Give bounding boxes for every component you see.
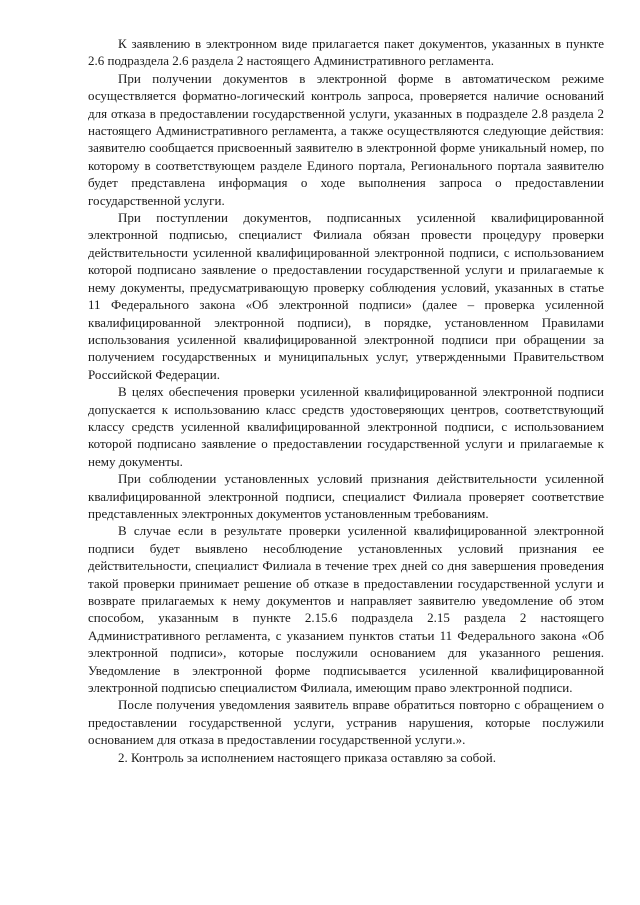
document-page: [88, 35, 604, 766]
paragraph-certification-class: В целях обеспечения проверки усиленной квалифицированной электронной подписи допускается к использованию класс средств удостоверяющих центров, соответствующий классу средств усиленной квалифицированной электронной подписи, с использованием которой подписано заявление о предоставлении государственной услуги и прилагаемые к нему документы.: [88, 384, 604, 469]
paragraph-reapplication: После получения уведомления заявитель вправе обратиться повторно с обращением о предоставлении государственной услуги, устранив нарушения, которые послужили основанием для отказа в предоставлении государственной услуги.».: [88, 697, 604, 748]
paragraph-conformity-check: При соблюдении установленных условий признания действительности усиленной квалифицированной электронной подписи, специалист Филиала проверяет соответствие представленных электронных документов установленным требованиям.: [88, 471, 604, 521]
paragraph-format-control: При получении документов в электронной форме в автоматическом режиме осуществляется форматно-логический контроль запроса, проверяется наличие оснований для отказа в предоставлении государственной услуги, указанных в подразделе 2.8 раздела 2 настоящего Административного регламента, а также осуществляются следующие действия: заявителю сообщается присвоенный заявителю в электронной форме уникальный номер, по которому в соответствующем разделе Единого портала, Регионального портала заявителю будет представлена информация о ходе выполнения запроса о предоставлении государственной услуги.: [88, 70, 604, 208]
paragraph-control-clause: 2. Контроль за исполнением настоящего приказа оставляю за собой.: [118, 749, 496, 765]
paragraph-refusal-notice: В случае если в результате проверки усиленной квалифицированной электронной подписи будет выявлено несоблюдение установленных условий признания ее действительности, специалист Филиала в течение трех дней со дня завершения проведения такой проверки принимает решение об отказе в предоставлении государственной услуги и возврате прилагаемых к нему документов и направляет заявителю уведомление об этом способом, указанным в пункте 2.15.6 подраздела 2.15 раздела 2 настоящего Административного регламента, с указанием пунктов статьи 11 Федерального закона «Об электронной подписи», которые послужили основанием для указанного решения. Уведомление в электронной форме подписывается усиленной квалифицированной электронной подписью специалистом Филиала, имеющим право электронной подписи.: [88, 523, 604, 696]
paragraph-attachments: К заявлению в электронном виде прилагается пакет документов, указанных в пункте 2.6 подраздела 2.6 раздела 2 настоящего Административного регламента.: [88, 36, 604, 69]
paragraph-signature-verification: При поступлении документов, подписанных усиленной квалифицированной электронной подписью, специалист Филиала обязан провести процедуру проверки действительности усиленной квалифицированной электронной подписи, с использованием которой подписано заявление о предоставлении государственной услуги и прилагаемые к нему документы, предусматривающую проверку соблюдения условий, указанных в статье 11 Федерального закона «Об электронной подписи» (далее – проверка усиленной квалифицированной электронной подписи), в порядке, установленном Правилами использования усиленной квалифицированной электронной подписи при обращении за получением государственных и муниципальных услуг, утвержденными Правительством Российской Федерации.: [88, 210, 604, 382]
